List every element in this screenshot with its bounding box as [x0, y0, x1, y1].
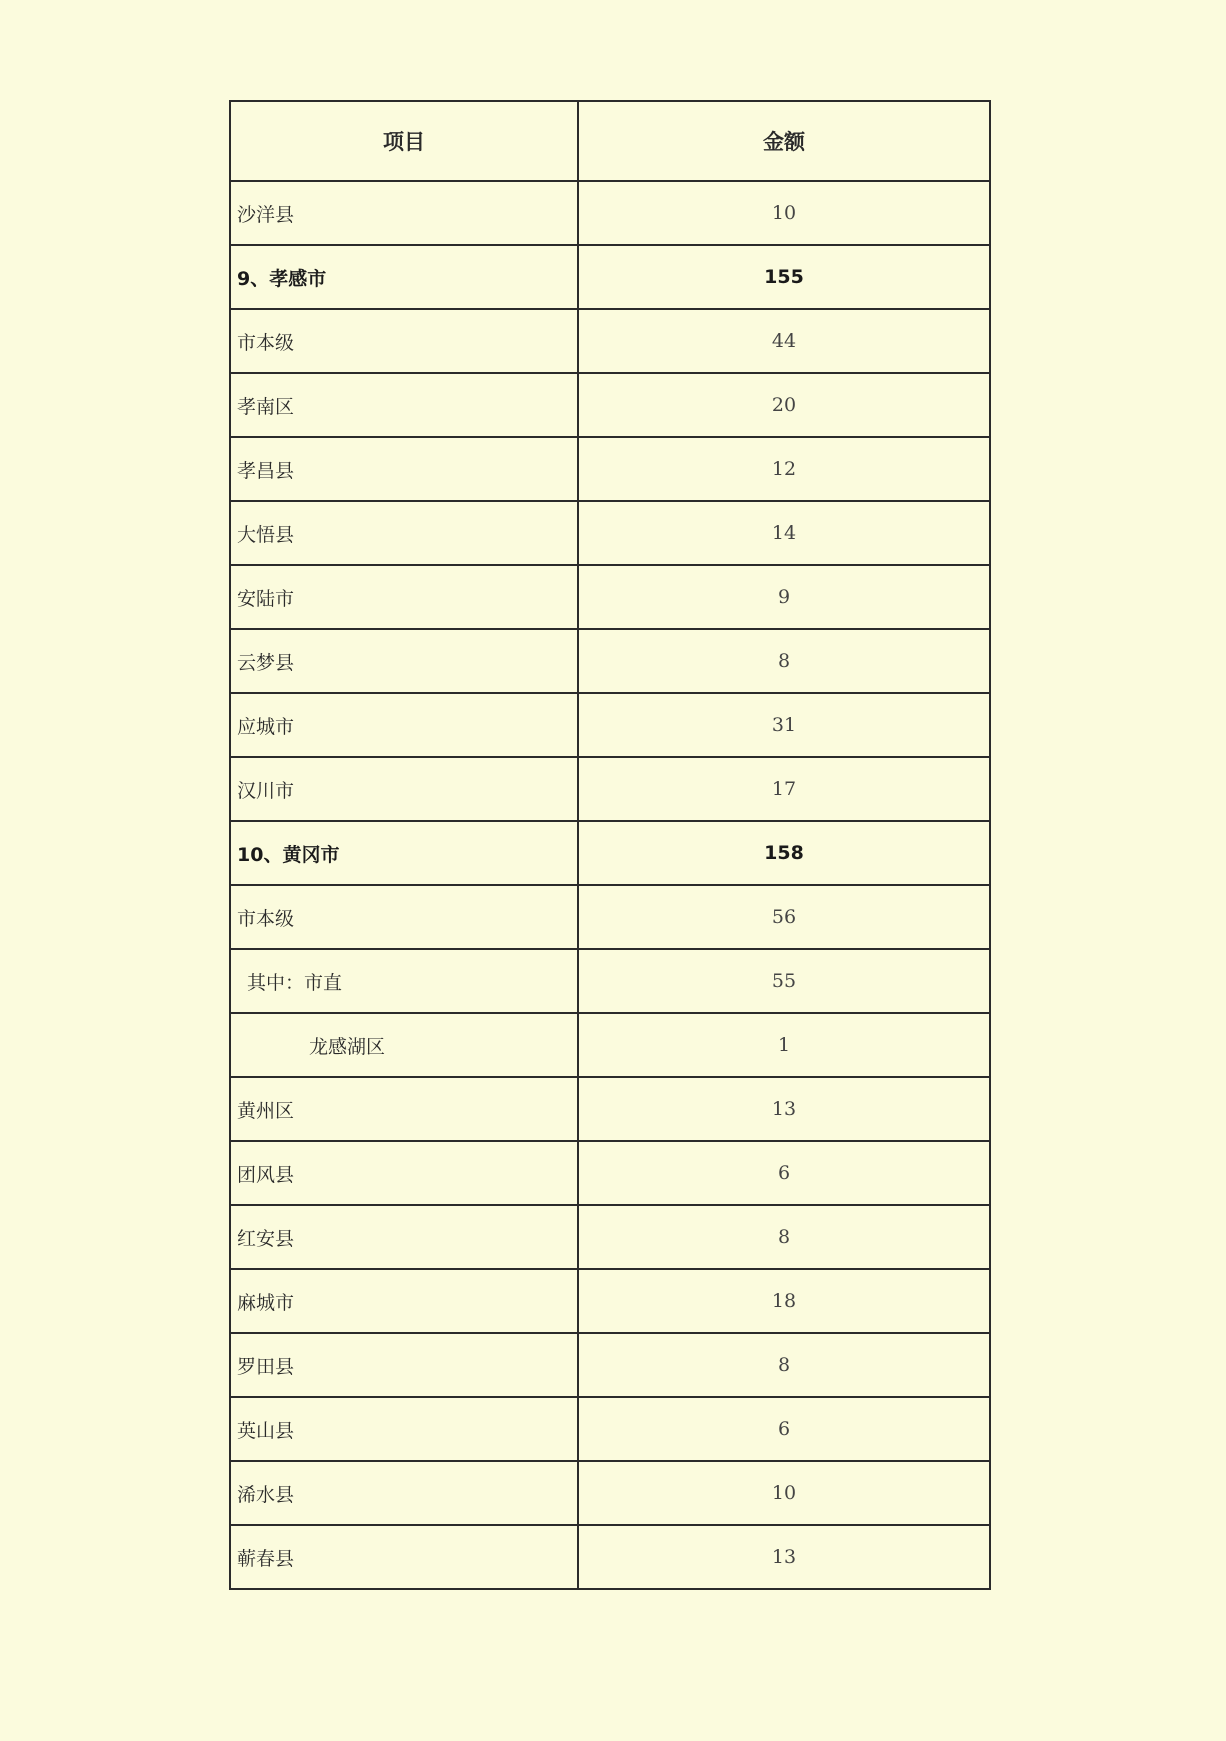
row-item-cell: 团风县 [230, 1141, 578, 1205]
row-item-cell: 孝昌县 [230, 437, 578, 501]
row-amount-cell: 155 [578, 245, 990, 309]
row-amount-cell: 158 [578, 821, 990, 885]
row-amount-cell: 8 [578, 1205, 990, 1269]
table-row [230, 1461, 990, 1525]
table-row [230, 693, 990, 757]
table-row [230, 245, 990, 309]
table-row [230, 565, 990, 629]
table-row [230, 437, 990, 501]
row-amount-cell: 55 [578, 949, 990, 1013]
table-row [230, 885, 990, 949]
row-amount-cell: 56 [578, 885, 990, 949]
row-item-cell: 市本级 [230, 309, 578, 373]
row-amount-cell: 10 [578, 181, 990, 245]
row-amount-cell: 12 [578, 437, 990, 501]
row-item-cell: 英山县 [230, 1397, 578, 1461]
table-row [230, 1397, 990, 1461]
header-amount: 金额 [578, 101, 990, 181]
row-item-cell: 孝南区 [230, 373, 578, 437]
table-row [230, 1205, 990, 1269]
row-item-cell: 市本级 [230, 885, 578, 949]
table-row [230, 1141, 990, 1205]
row-item-cell: 9、孝感市 [230, 245, 578, 309]
table-row [230, 821, 990, 885]
row-item-cell: 罗田县 [230, 1333, 578, 1397]
row-amount-cell: 1 [578, 1013, 990, 1077]
table-row [230, 1269, 990, 1333]
table-row [230, 1525, 990, 1589]
row-amount-cell: 8 [578, 1333, 990, 1397]
header-item: 项目 [230, 101, 578, 181]
row-item-cell: 沙洋县 [230, 181, 578, 245]
row-item-cell: 黄州区 [230, 1077, 578, 1141]
table-row [230, 1333, 990, 1397]
row-item-cell: 云梦县 [230, 629, 578, 693]
row-item-cell: 大悟县 [230, 501, 578, 565]
row-amount-cell: 44 [578, 309, 990, 373]
row-amount-cell: 8 [578, 629, 990, 693]
table-row [230, 309, 990, 373]
row-item-cell: 其中：市直 [230, 949, 578, 1013]
row-amount-cell: 31 [578, 693, 990, 757]
table-row [230, 373, 990, 437]
table-row [230, 949, 990, 1013]
row-amount-cell: 18 [578, 1269, 990, 1333]
row-item-cell: 应城市 [230, 693, 578, 757]
row-item-cell: 10、黄冈市 [230, 821, 578, 885]
row-item-cell: 麻城市 [230, 1269, 578, 1333]
table-row [230, 629, 990, 693]
table-row [230, 501, 990, 565]
table-row [230, 1013, 990, 1077]
row-amount-cell: 9 [578, 565, 990, 629]
table-row [230, 1077, 990, 1141]
table-row [230, 181, 990, 245]
row-amount-cell: 20 [578, 373, 990, 437]
row-amount-cell: 14 [578, 501, 990, 565]
table-row [230, 757, 990, 821]
row-amount-cell: 10 [578, 1461, 990, 1525]
row-amount-cell: 13 [578, 1525, 990, 1589]
table-header-row [230, 101, 990, 181]
row-amount-cell: 6 [578, 1141, 990, 1205]
row-item-cell: 蕲春县 [230, 1525, 578, 1589]
row-item-cell: 红安县 [230, 1205, 578, 1269]
row-amount-cell: 17 [578, 757, 990, 821]
row-item-cell: 汉川市 [230, 757, 578, 821]
row-amount-cell: 6 [578, 1397, 990, 1461]
row-item-cell: 龙感湖区 [230, 1013, 578, 1077]
row-amount-cell: 13 [578, 1077, 990, 1141]
row-item-cell: 安陆市 [230, 565, 578, 629]
allocation-table [229, 100, 991, 1590]
row-item-cell: 浠水县 [230, 1461, 578, 1525]
